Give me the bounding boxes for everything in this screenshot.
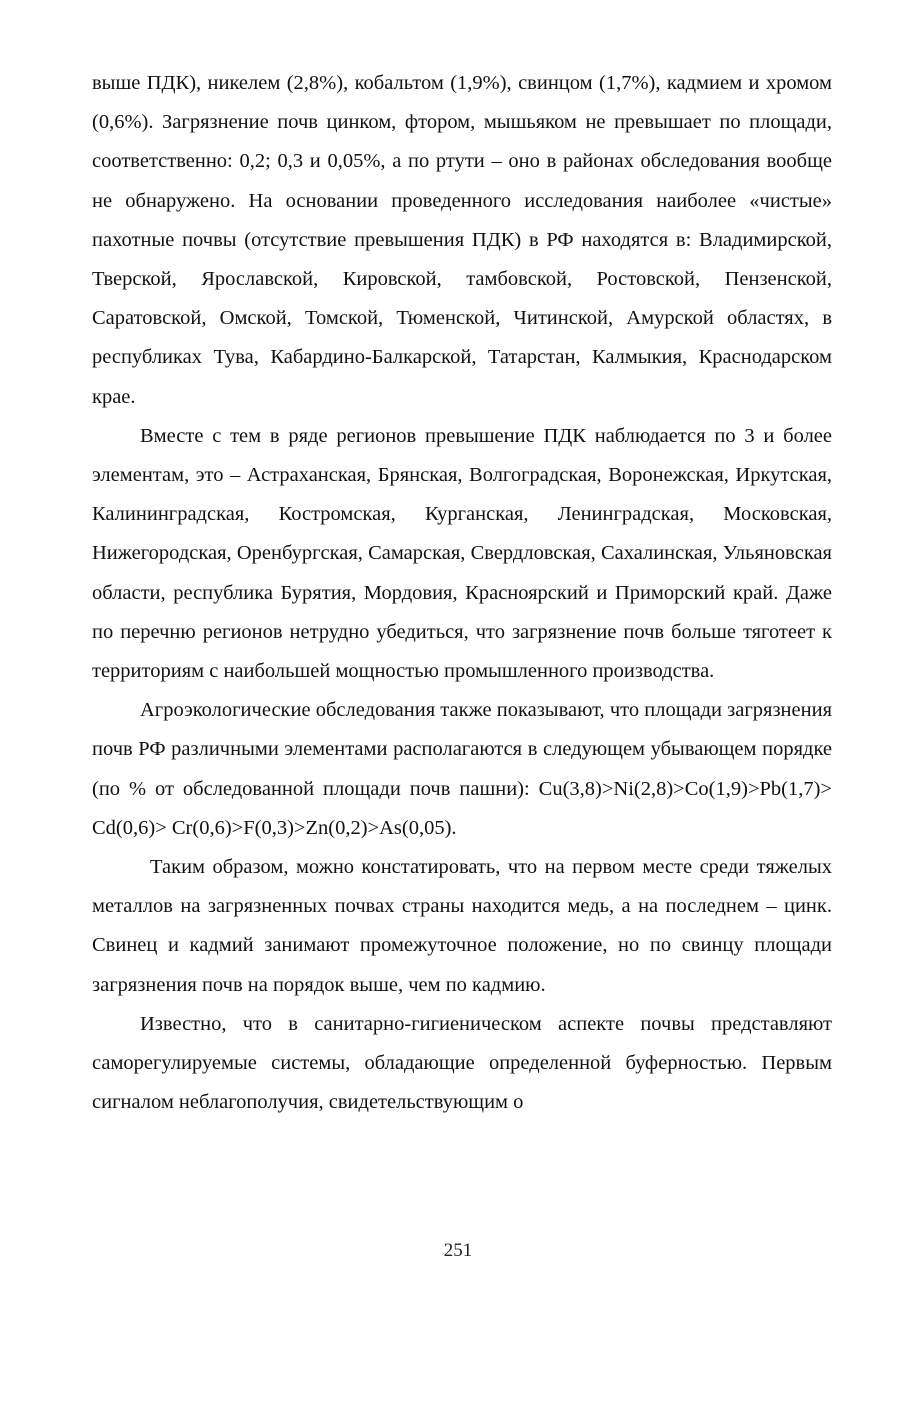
paragraph-2: Вместе с тем в ряде регионов превышение ПДК наблюдается по 3 и более элементам, это – Астраханская, Брянская, Волгоградская, Воронежская, Иркутская, Калининградская, Костромская, Курганская, Ленинградская, Московская, Нижегородская, Оренбургская, Самарская, Свердловская, Сахалинская, Ульяновская области, республика Бурятия, Мордовия, Красноярский и Приморский край. Даже по перечню регионов нетрудно убедиться, что загрязнение почв больше тяготеет к территориям с наибольшей мощностью промышленного производства.	[92, 424, 832, 683]
paragraph-1: выше ПДК), никелем (2,8%), кобальтом (1,9%), свинцом (1,7%), кадмием и хромом (0,6%). Загрязнение почв цинком, фтором, мышьяком не превышает по площади, соответственно: 0,2; 0,3 и 0,05%, а по ртути – оно в районах обследования вообще не обнаружено. На основании проведенного исследования наиболее «чистые» пахотные почвы (отсутствие превышения ПДК) в РФ находятся в: Владимирской, Тверской, Ярославской, Кировской, тамбовской, Ростовской, Пензенской, Саратовской, Омской, Томской, Тюменской, Читинской, Амурской областях, в республиках Тува, Кабардино-Балкарской, Татарстан, Калмыкия, Краснодарском крае.	[92, 72, 832, 408]
paragraph-4: Таким образом, можно констатировать, что на первом месте среди тяжелых металлов на загрязненных почвах страны находится медь, а на последнем – цинк. Свинец и кадмий занимают промежуточное положение, но по свинцу площади загрязнения почв на порядок выше, чем по кадмию.	[92, 856, 832, 996]
paragraph-3: Агроэкологические обследования также показывают, что площади загрязнения почв РФ различными элементами располагаются в следующем убывающем порядке (по % от обследованной площади почв пашни): Cu(3,8)>Ni(2,8)>Co(1,9)>Pb(1,7)> Cd(0,6)> Cr(0,6)>F(0,3)>Zn(0,2)>As(0,05).	[92, 699, 832, 839]
page-number: 251	[443, 1240, 473, 1261]
paragraph-5: Известно, что в санитарно-гигиеническом аспекте почвы представляют саморегулируемые системы, обладающие определенной буферностью. Первым сигналом неблагополучия, свидетельствующим о	[92, 1012, 832, 1114]
body-text	[92, 64, 832, 1122]
